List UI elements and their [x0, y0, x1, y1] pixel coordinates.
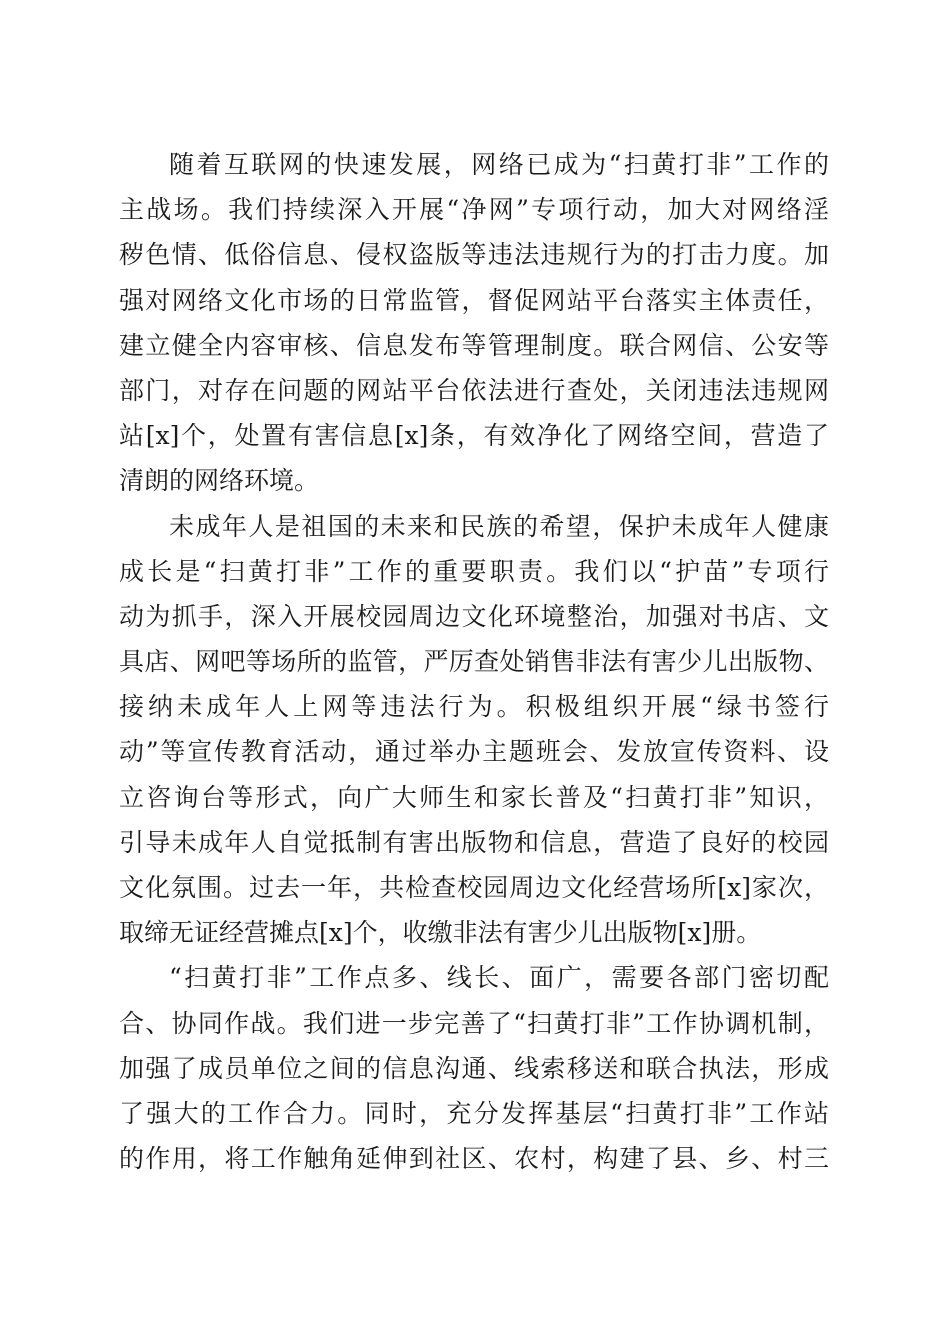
paragraph-line: 未成年人是祖国的未来和民族的希望，保护未成年人健康	[169, 511, 829, 541]
paragraph-line: 引导未成年人自觉抵制有害出版物和信息，营造了良好的校园	[119, 827, 829, 857]
paragraph-line: 站[x]个，处置有害信息[x]条，有效净化了网络空间，营造了	[119, 421, 829, 451]
paragraph-line: 强对网络文化市场的日常监管，督促网站平台落实主体责任，	[119, 285, 829, 315]
paragraph-line: 加强了成员单位之间的信息沟通、线索移送和联合执法，形成	[119, 1053, 829, 1083]
paragraph-minor-protection	[119, 504, 829, 956]
paragraph-line: 具店、网吧等场所的监管，严厉查处销售非法有害少儿出版物、	[119, 647, 829, 677]
paragraph-line: 随着互联网的快速发展，网络已成为“扫黄打非”工作的	[169, 150, 829, 179]
paragraph-line: 主战场。我们持续深入开展“净网”专项行动，加大对网络淫	[119, 195, 829, 225]
paragraph-line: “扫黄打非”工作点多、线长、面广，需要各部门密切配	[169, 963, 829, 993]
paragraph-online-cleanup	[119, 142, 829, 504]
paragraph-line: 清朗的网络环境。	[119, 466, 320, 496]
paragraph-line: 部门，对存在问题的网站平台依法进行查处，关闭违法违规网	[119, 375, 829, 405]
paragraph-line: 接纳未成年人上网等违法行为。积极组织开展“绿书签行	[119, 692, 829, 722]
paragraph-line: 合、协同作战。我们进一步完善了“扫黄打非”工作协调机制，	[119, 1008, 829, 1038]
paragraph-line: 动为抓手，深入开展校园周边文化环境整治，加强对书店、文	[119, 601, 829, 631]
paragraph-line: 立咨询台等形式，向广大师生和家长普及“扫黄打非”知识，	[119, 782, 829, 812]
paragraph-line: 动”等宣传教育活动，通过举办主题班会、发放宣传资料、设	[119, 737, 829, 767]
paragraph-line: 建立健全内容审核、信息发布等管理制度。联合网信、公安等	[119, 330, 829, 360]
paragraph-line: 成长是“扫黄打非”工作的重要职责。我们以“护苗”专项行	[119, 556, 829, 586]
document-body	[119, 142, 829, 1181]
paragraph-line: 秽色情、低俗信息、侵权盗版等违法违规行为的打击力度。加	[119, 240, 829, 270]
paragraph-line: 取缔无证经营摊点[x]个，收缴非法有害少儿出版物[x]册。	[119, 918, 762, 948]
paragraph-coordination	[119, 955, 829, 1181]
paragraph-line: 了强大的工作合力。同时，充分发挥基层“扫黄打非”工作站	[119, 1098, 829, 1128]
paragraph-line: 文化氛围。过去一年，共检查校园周边文化经营场所[x]家次，	[119, 873, 829, 902]
paragraph-line: 的作用，将工作触角延伸到社区、农村，构建了县、乡、村三	[119, 1144, 829, 1174]
